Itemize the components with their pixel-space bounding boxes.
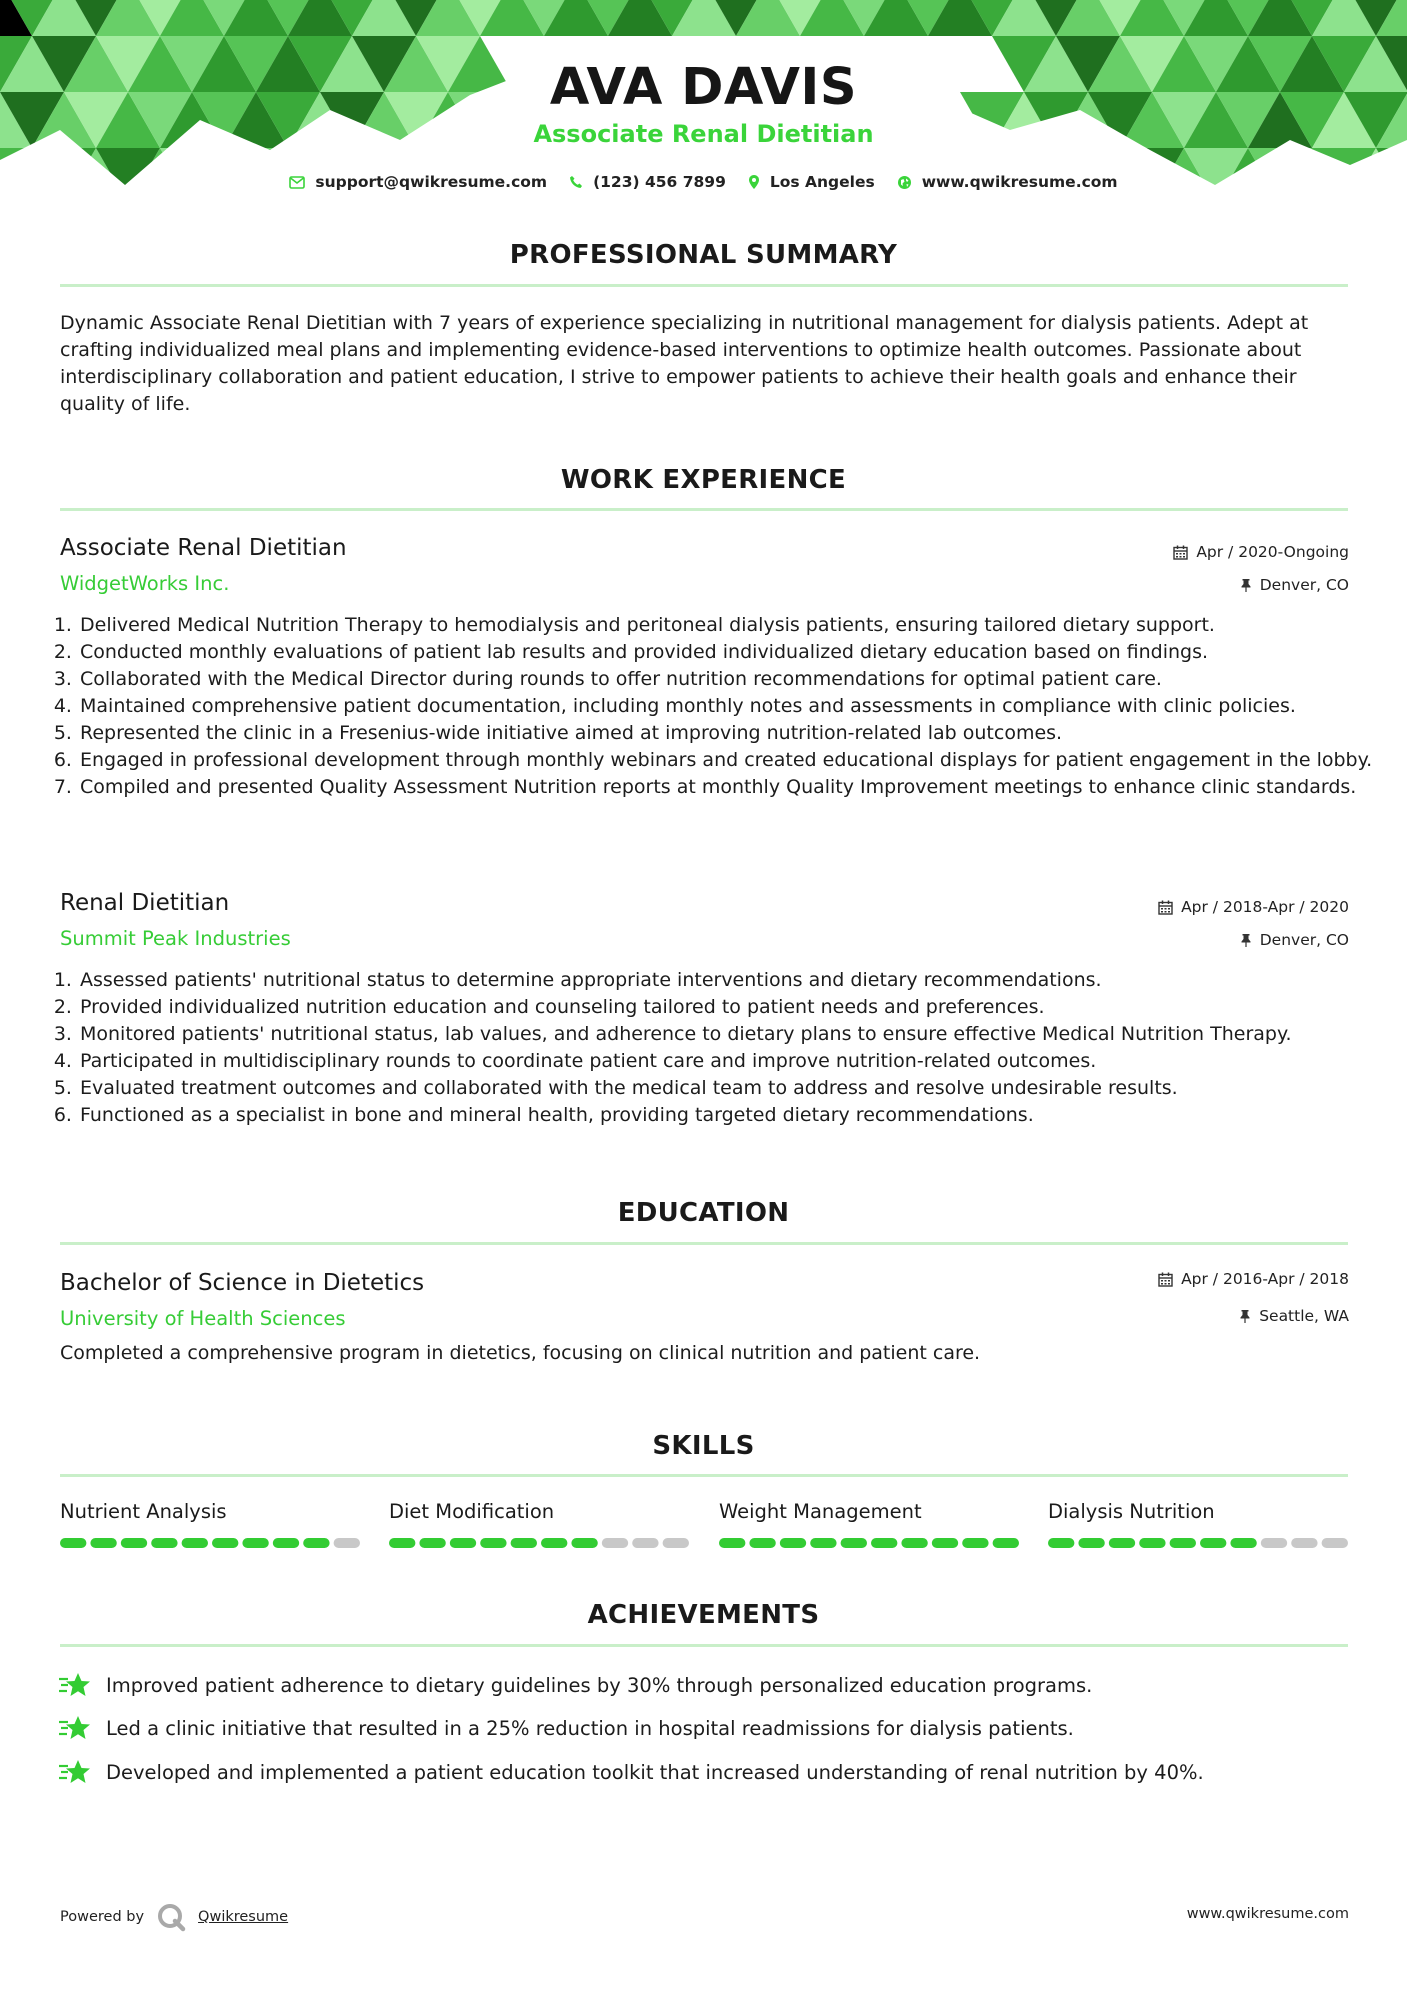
- skill-segment-filled: [1139, 1538, 1165, 1548]
- education-degree: Bachelor of Science in Dietetics: [60, 1270, 425, 1296]
- skill-segment-filled: [303, 1538, 329, 1548]
- skill-item: [60, 1500, 360, 1523]
- skill-segment-filled: [450, 1538, 476, 1548]
- globe-icon: [897, 175, 912, 190]
- skill-segment-filled: [719, 1538, 745, 1548]
- calendar-icon: [1173, 545, 1188, 560]
- section-divider: [60, 284, 1348, 287]
- star-icon: [58, 1714, 92, 1742]
- skill-segment-filled: [871, 1538, 897, 1548]
- contact-email-text: support@qwikresume.com: [315, 173, 548, 191]
- list-item: 1. Assessed patients' nutritional status to determine appropriate interventions and dietary recommendations.: [78, 967, 1378, 994]
- skill-name: Diet Modification: [389, 1500, 555, 1523]
- skill-name: Dialysis Nutrition: [1048, 1500, 1215, 1523]
- skill-segment-filled: [1170, 1538, 1196, 1548]
- contact-location: [748, 173, 875, 191]
- section-divider: [60, 1644, 1348, 1647]
- skill-segment-filled: [810, 1538, 836, 1548]
- skill-segment-filled: [90, 1538, 116, 1548]
- achievement-item: [58, 1714, 1074, 1742]
- list-item: 5. Evaluated treatment outcomes and collaborated with the medical team to address and resolve undesirable results.: [78, 1075, 1378, 1102]
- job-bullets: [50, 967, 1378, 1129]
- skill-item: [1048, 1500, 1348, 1523]
- list-item: 4. Maintained comprehensive patient documentation, including monthly notes and assessments in compliance with clinic policies.: [78, 693, 1378, 720]
- section-title-work: WORK EXPERIENCE: [560, 465, 847, 495]
- job-title: Associate Renal Dietitian: [60, 535, 347, 561]
- skill-segment-filled: [901, 1538, 927, 1548]
- star-icon: [58, 1758, 92, 1786]
- skill-segment-filled: [780, 1538, 806, 1548]
- list-item: 2. Conducted monthly evaluations of patient lab results and provided individualized dietary education based on findings.: [78, 639, 1378, 666]
- achievement-text: Led a clinic initiative that resulted in a 25% reduction in hospital readmissions for dialysis patients.: [106, 1716, 1074, 1740]
- section-divider: [60, 508, 1348, 511]
- footer-powered-by: [60, 1902, 288, 1932]
- skill-item: [719, 1500, 1019, 1523]
- education-dates: [1158, 1270, 1349, 1288]
- calendar-icon: [1158, 1272, 1173, 1287]
- list-item: 4. Participated in multidisciplinary rounds to coordinate patient care and improve nutrition-related outcomes.: [78, 1048, 1378, 1075]
- education-location: [1239, 1307, 1349, 1325]
- map-marker-icon: [748, 174, 760, 190]
- contact-website[interactable]: [897, 173, 1118, 191]
- star-icon: [58, 1671, 92, 1699]
- contact-website-text: www.qwikresume.com: [921, 173, 1118, 191]
- skill-rating-bar: [1048, 1538, 1348, 1548]
- skill-segment-filled: [1230, 1538, 1256, 1548]
- footer-website[interactable]: www.qwikresume.com: [1186, 1906, 1349, 1922]
- candidate-title: Associate Renal Dietitian: [533, 120, 874, 148]
- list-item: 5. Represented the clinic in a Fresenius-wide initiative aimed at improving nutrition-related lab outcomes.: [78, 720, 1378, 747]
- summary-text: Dynamic Associate Renal Dietitian with 7 years of experience specializing in nutritional management for dialysis patients. Adept at crafting individualized meal plans and implementing evidence-based interventions to optimize health outcomes. Passionate about interdisciplinary collaboration and patient education, I strive to empower patients to achieve their health goals and enhance their quality of life.: [60, 312, 1309, 415]
- job-dates-text: Apr / 2020-Ongoing: [1196, 543, 1349, 561]
- section-title-skills: SKILLS: [652, 1431, 755, 1461]
- section-title-education: EDUCATION: [617, 1198, 790, 1228]
- skill-segment-filled: [419, 1538, 445, 1548]
- skill-segment-filled: [1048, 1538, 1074, 1548]
- list-item: 2. Provided individualized nutrition education and counseling tailored to patient needs and preferences.: [78, 994, 1378, 1021]
- skill-segment-filled: [60, 1538, 86, 1548]
- education-description: Completed a comprehensive program in dietetics, focusing on clinical nutrition and patient care.: [60, 1342, 981, 1364]
- list-item: 7. Compiled and presented Quality Assessment Nutrition reports at monthly Quality Improvement meetings to enhance clinic standards.: [78, 774, 1378, 801]
- skill-segment-filled: [571, 1538, 597, 1548]
- skill-segment-filled: [993, 1538, 1019, 1548]
- achievement-text: Developed and implemented a patient education toolkit that increased understanding of renal nutrition by 40%.: [106, 1760, 1204, 1784]
- section-title-achievements: ACHIEVEMENTS: [587, 1600, 820, 1630]
- section-divider: [60, 1474, 1348, 1477]
- candidate-name: AVA DAVIS: [549, 58, 858, 117]
- skill-rating-bar: [60, 1538, 360, 1548]
- skill-name: Nutrient Analysis: [60, 1500, 227, 1523]
- skill-segment-filled: [1109, 1538, 1135, 1548]
- section-divider: [60, 1242, 1348, 1245]
- qwikresume-logo-icon: [156, 1902, 186, 1932]
- skill-segment-filled: [480, 1538, 506, 1548]
- calendar-icon: [1158, 900, 1173, 915]
- envelope-icon: [289, 176, 305, 189]
- list-item: 3. Monitored patients' nutritional status, lab values, and adherence to dietary plans to ensure effective Medical Nutrition Therapy.: [78, 1021, 1378, 1048]
- skill-segment-empty: [602, 1538, 628, 1548]
- contact-phone[interactable]: [569, 173, 726, 191]
- skill-segment-filled: [242, 1538, 268, 1548]
- pushpin-icon: [1240, 933, 1252, 948]
- skill-segment-filled: [389, 1538, 415, 1548]
- job-location: [1240, 576, 1349, 594]
- skill-rating-bar: [719, 1538, 1019, 1548]
- list-item: 6. Functioned as a specialist in bone and mineral health, providing targeted dietary recommendations.: [78, 1102, 1378, 1129]
- contact-phone-text: (123) 456 7899: [593, 173, 726, 191]
- list-item: 6. Engaged in professional development through monthly webinars and created educational displays for patient engagement in the lobby.: [78, 747, 1378, 774]
- job-title: Renal Dietitian: [60, 890, 230, 916]
- skill-segment-empty: [1291, 1538, 1317, 1548]
- job-location-text: Denver, CO: [1259, 576, 1349, 594]
- qwikresume-link[interactable]: Qwikresume: [198, 1909, 289, 1925]
- contact-location-text: Los Angeles: [769, 173, 875, 191]
- skill-segment-filled: [962, 1538, 988, 1548]
- achievement-text: Improved patient adherence to dietary guidelines by 30% through personalized education programs.: [106, 1673, 1093, 1697]
- skill-segment-empty: [632, 1538, 658, 1548]
- job-company: WidgetWorks Inc.: [60, 572, 230, 595]
- job-bullets: [50, 612, 1378, 801]
- job-dates: [1173, 543, 1349, 561]
- job-location-text: Denver, CO: [1259, 931, 1349, 949]
- skill-segment-empty: [1261, 1538, 1287, 1548]
- skill-name: Weight Management: [719, 1500, 922, 1523]
- education-school: University of Health Sciences: [60, 1307, 346, 1330]
- skill-segment-filled: [273, 1538, 299, 1548]
- achievement-item: [58, 1671, 1092, 1699]
- skill-segment-filled: [541, 1538, 567, 1548]
- skill-rating-bar: [389, 1538, 689, 1548]
- skill-segment-filled: [212, 1538, 238, 1548]
- job-dates-text: Apr / 2018-Apr / 2020: [1181, 898, 1349, 916]
- section-title-summary: PROFESSIONAL SUMMARY: [509, 240, 898, 270]
- skill-segment-empty: [663, 1538, 689, 1548]
- skill-segment-filled: [1078, 1538, 1104, 1548]
- skill-segment-filled: [932, 1538, 958, 1548]
- skill-item: [389, 1500, 689, 1523]
- skill-segment-filled: [182, 1538, 208, 1548]
- job-company: Summit Peak Industries: [60, 927, 291, 950]
- list-item: 1. Delivered Medical Nutrition Therapy to hemodialysis and peritoneal dialysis patients, ensuring tailored dietary support.: [78, 612, 1378, 639]
- skill-segment-filled: [749, 1538, 775, 1548]
- skill-segment-empty: [334, 1538, 360, 1548]
- skill-segment-empty: [1322, 1538, 1348, 1548]
- skill-segment-filled: [151, 1538, 177, 1548]
- pushpin-icon: [1240, 578, 1252, 593]
- education-dates-text: Apr / 2016-Apr / 2018: [1181, 1270, 1349, 1288]
- contact-email[interactable]: [289, 173, 547, 191]
- job-location: [1240, 931, 1349, 949]
- education-location-text: Seattle, WA: [1259, 1307, 1349, 1325]
- skill-segment-filled: [841, 1538, 867, 1548]
- phone-icon: [569, 175, 583, 189]
- skill-segment-filled: [511, 1538, 537, 1548]
- contact-bar: [0, 173, 1407, 191]
- achievement-item: [58, 1758, 1204, 1786]
- list-item: 3. Collaborated with the Medical Director during rounds to offer nutrition recommendations for optimal patient care.: [78, 666, 1378, 693]
- skill-segment-filled: [121, 1538, 147, 1548]
- powered-by-label: Powered by: [60, 1909, 145, 1925]
- skill-segment-filled: [1200, 1538, 1226, 1548]
- job-dates: [1158, 898, 1349, 916]
- pushpin-icon: [1239, 1309, 1251, 1324]
